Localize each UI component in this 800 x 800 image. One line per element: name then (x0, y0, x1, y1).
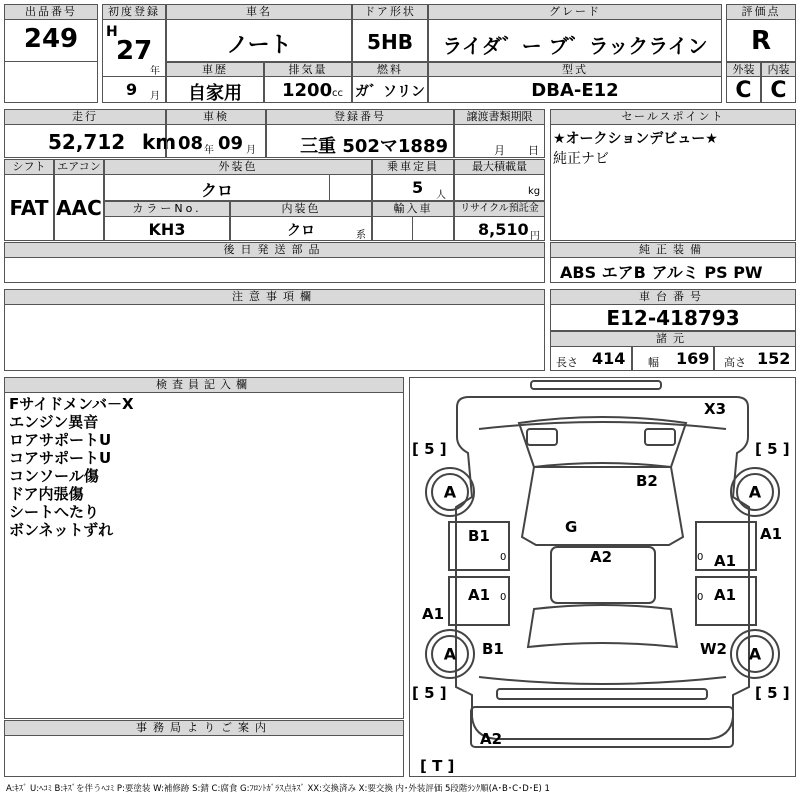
inspection-year-unit: 年 (204, 145, 214, 156)
ext-color: クロ (200, 181, 233, 200)
wheel-rear-right (730, 629, 780, 679)
ac: AAC (56, 196, 102, 220)
import-label: 輸入車 (372, 201, 454, 217)
int-color-label: 内装色 (230, 201, 372, 217)
width: 169 (676, 349, 710, 368)
lot-number: 249 (23, 24, 79, 54)
shift-label: シフト (4, 159, 54, 175)
grade-label: グレード (428, 4, 722, 20)
length-label: 長さ (556, 356, 578, 369)
int-color: クロ (287, 223, 315, 239)
exterior-grade: C (735, 78, 752, 103)
damage-a1-rear-right: A1 (714, 586, 737, 604)
displacement-label: 排気量 (264, 62, 352, 77)
grade: ライダ゛ー ブ゛ラックライン (442, 34, 708, 58)
exterior-label: 外装 (726, 62, 761, 77)
mark-zero: 0 (697, 592, 704, 603)
damage-b2: B2 (636, 472, 658, 490)
tread-front-right: [ 5 ] (755, 440, 790, 458)
sales-points-label: セールスポイント (550, 109, 796, 125)
ext-color-box2 (329, 174, 372, 201)
recycle: 8,510 (478, 220, 529, 239)
capacity: 5 (412, 178, 424, 197)
year-unit: 年 (150, 66, 160, 77)
car-name-label: 車名 (166, 4, 352, 20)
inspection-month: 09 (218, 133, 244, 154)
sales-point-line: ★オークションデビュー★ (553, 131, 718, 147)
equipment-label: 純正装備 (550, 242, 796, 258)
inspector-notes (9, 395, 134, 539)
tread-rear-right: [ 5 ] (755, 684, 790, 702)
damage-a2-center: A2 (590, 548, 613, 566)
wheel-label: A (748, 482, 762, 502)
capacity-unit: 人 (436, 190, 446, 201)
damage-a2-bottom: A2 (480, 730, 503, 748)
tread-rear-left: [ 5 ] (412, 684, 447, 702)
model-label: 型式 (428, 62, 722, 77)
damage-g: G (565, 518, 578, 536)
transfer-label: 譲渡書類期限 (454, 109, 545, 125)
damage-a1-right: A1 (760, 525, 783, 543)
color-no-label: カラーNo. (104, 201, 230, 217)
mileage-label: 走行 (4, 109, 166, 125)
dimensions-label: 諸元 (550, 331, 796, 347)
chassis-number: E12-418793 (606, 306, 740, 330)
capacity-label: 乗車定員 (372, 159, 454, 175)
score: R (750, 26, 772, 56)
import-box-1 (372, 216, 413, 241)
era: H (106, 24, 118, 40)
caution-label: 注意事項欄 (4, 289, 545, 305)
lot-blank-box (4, 61, 98, 103)
later-parts-label: 後日発送部品 (4, 242, 545, 258)
door-type: 5HB (367, 30, 413, 54)
car-name: ノート (226, 33, 292, 58)
history-label: 車歴 (166, 62, 264, 77)
tread-front-left: [ 5 ] (412, 440, 447, 458)
score-label: 評価点 (726, 4, 796, 20)
transfer-day: 日 (528, 144, 539, 157)
equipment: ABS エアB アルミ PS PW (560, 263, 763, 282)
inspection-year: 08 (178, 133, 204, 154)
damage-b1-rear-left: B1 (482, 640, 504, 658)
damage-w2: W2 (700, 640, 727, 658)
transfer-month: 月 (494, 144, 505, 157)
history: 自家用 (188, 83, 242, 104)
mileage: 52,712 (48, 130, 126, 154)
wheel-rear-left (425, 629, 475, 679)
first-reg-label: 初度登録 (102, 4, 166, 20)
caution-box (4, 304, 545, 371)
legend: A:ｷｽﾞ U:ﾍｺﾐ B:ｷｽﾞを伴うﾍｺﾐ P:要塗装 W:補修跡 S:錆 C:腐食 G:ﾌﾛﾝﾄｶﾞﾗｽ点ｷｽﾞ XX:交換済み X:要交換 内･外装評価 5段階ﾗﾝｸ順(A･B･C･D･E) 1 (6, 784, 550, 794)
wheel-label: A (443, 644, 457, 664)
sales-point-line: 純正ナビ (553, 151, 609, 167)
width-label: 幅 (648, 356, 659, 369)
car-diagram (409, 377, 796, 777)
fuel-label: 燃料 (352, 62, 428, 77)
first-reg-year: 27 (116, 36, 153, 66)
displacement: 1200 (282, 80, 333, 101)
inspection-label: 車検 (166, 109, 266, 125)
height-label: 高さ (724, 356, 746, 369)
wheel-front-left (425, 467, 475, 517)
ac-label: エアコン (54, 159, 104, 175)
inspector-note: コンソール傷 (9, 467, 99, 485)
max-load-label: 最大積載量 (454, 159, 545, 175)
office-box (4, 735, 404, 777)
inspector-note: コアサポートU (9, 449, 112, 467)
damage-x3: X3 (704, 400, 727, 418)
damage-b1-front-left: B1 (468, 527, 490, 545)
length: 414 (592, 349, 626, 368)
inspector-note: エンジン異音 (9, 413, 99, 431)
later-parts-box (4, 257, 545, 283)
recycle-unit: 円 (530, 231, 540, 242)
fuel: ガ゛ソリン (355, 84, 425, 100)
model: DBA-E12 (531, 80, 619, 101)
height: 152 (757, 349, 791, 368)
mark-zero: 0 (500, 552, 507, 563)
damage-a1-left: A1 (422, 605, 445, 623)
inspector-label: 検査員記入欄 (4, 377, 404, 393)
max-load-unit: kg (528, 186, 541, 197)
plate-label: 登録番号 (266, 109, 454, 125)
mark-zero: 0 (500, 592, 507, 603)
ext-color-label: 外装色 (104, 159, 372, 175)
recycle-label: リサイクル預託金 (454, 201, 545, 217)
office-label: 事務局よりご案内 (4, 720, 404, 736)
mileage-unit: km (142, 130, 177, 154)
inspector-note: ドア内張傷 (9, 485, 84, 503)
wheel-front-right (730, 467, 780, 517)
interior-grade: C (770, 78, 787, 103)
inspection-month-unit: 月 (246, 145, 256, 156)
int-color-unit: 系 (356, 230, 366, 241)
month-unit: 月 (150, 91, 160, 102)
first-reg-month: 9 (126, 80, 138, 99)
door-label: ドア形状 (352, 4, 428, 20)
lot-label: 出品番号 (4, 4, 98, 20)
shift: FAT (9, 196, 49, 220)
displacement-unit: cc (332, 88, 343, 99)
wheel-label: A (443, 482, 457, 502)
plate: 三重 502マ1889 (300, 136, 448, 157)
inspector-note: シートへたり (9, 503, 100, 521)
chassis-label: 車台番号 (550, 289, 796, 305)
damage-a1-rear-left: A1 (468, 586, 491, 604)
inspector-note: ボンネットずれ (9, 521, 114, 539)
damage-a1-front-right: A1 (714, 552, 737, 570)
color-no: KH3 (148, 220, 186, 239)
inspector-note: Fサイドメンバ－X (9, 395, 134, 413)
wheel-label: A (748, 644, 762, 664)
spare-tire: [ T ] (420, 757, 455, 775)
interior-label: 内装 (761, 62, 796, 77)
inspector-note: ロアサポートU (9, 431, 112, 449)
import-box-2 (412, 216, 454, 241)
mark-zero: 0 (697, 552, 704, 563)
